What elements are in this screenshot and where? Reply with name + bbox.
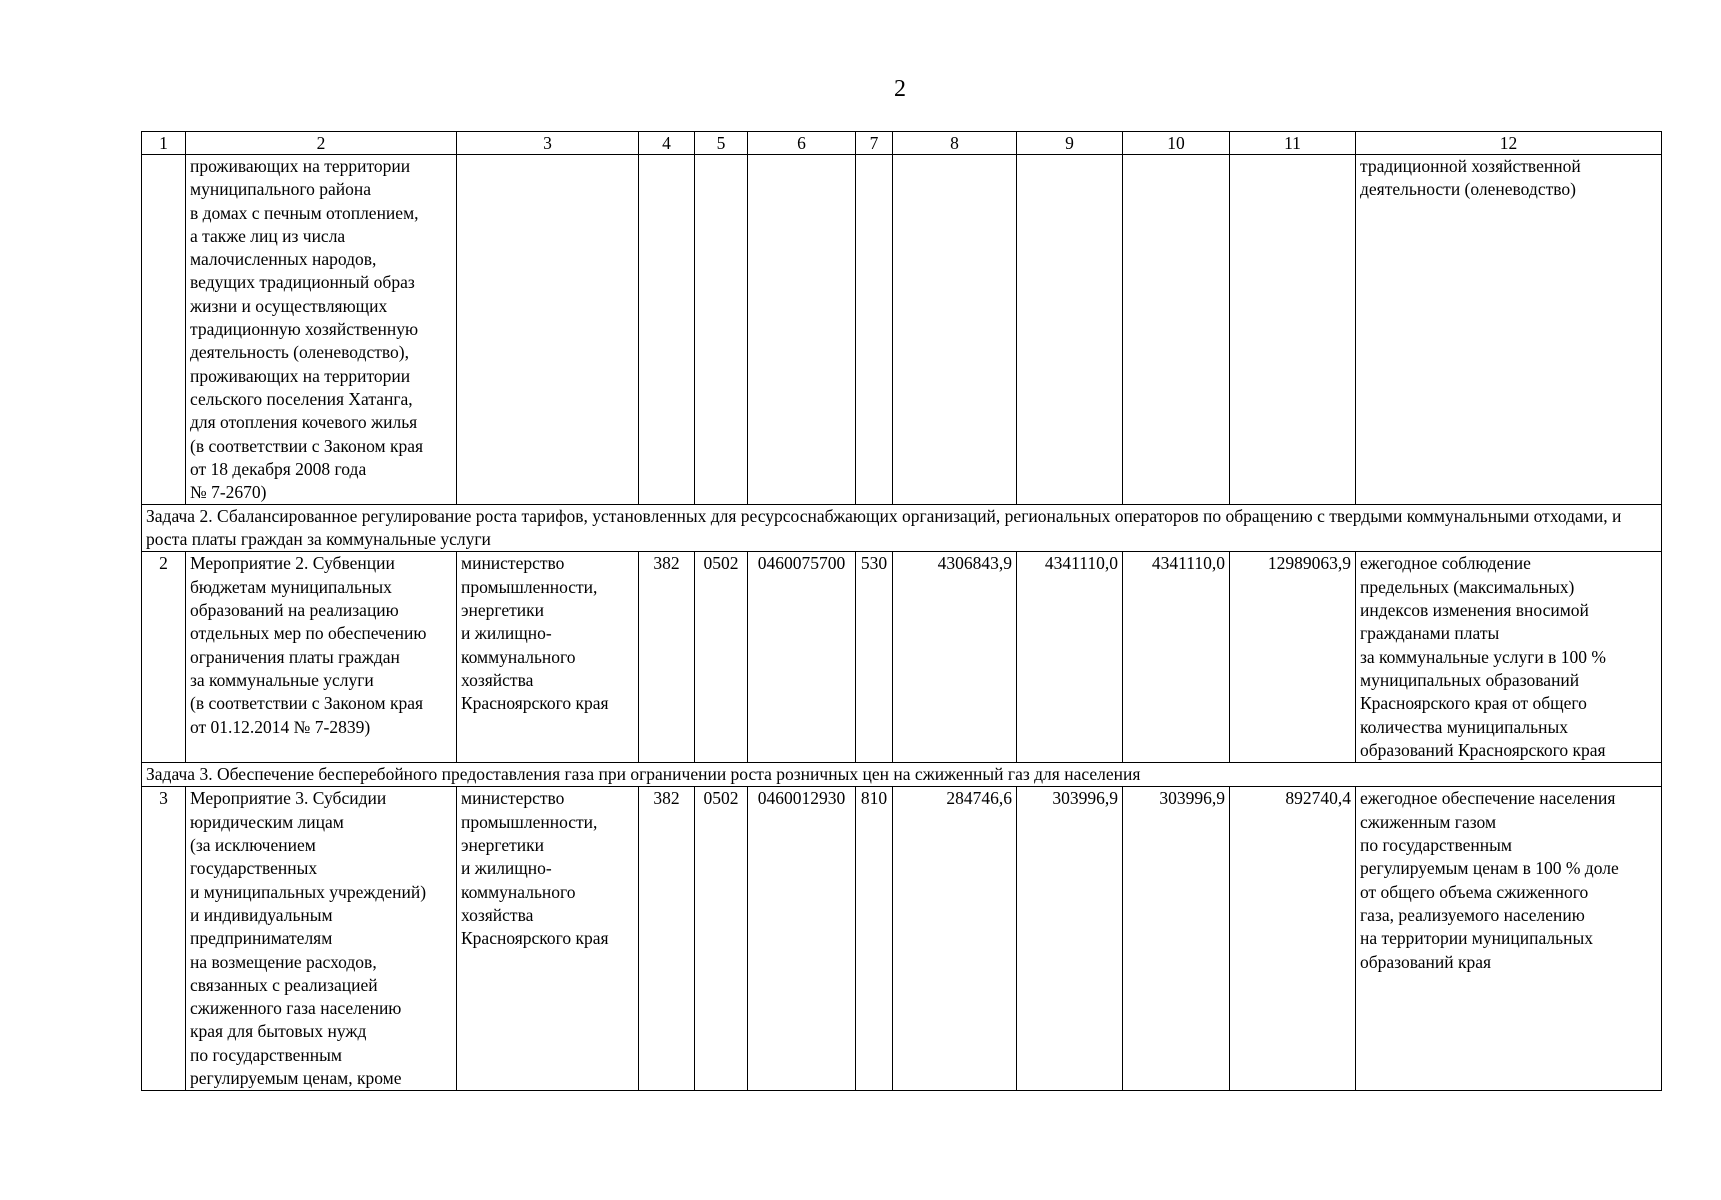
column-number: 11 [1230, 132, 1356, 155]
cell-responsible [457, 155, 639, 505]
text-line: предельных (максимальных) [1360, 576, 1575, 597]
text-line: министерство [461, 553, 565, 574]
column-number: 5 [695, 132, 748, 155]
text-line: Красноярского края [461, 928, 609, 949]
cell-year-2: 303996,9 [1017, 787, 1123, 1091]
text-line: на территории муниципальных [1360, 928, 1593, 949]
cell-year-3: 4341110,0 [1123, 552, 1230, 763]
text-line: от общего объема сжиженного [1360, 881, 1589, 902]
text-line: отдельных мер по обеспечению [190, 623, 427, 644]
task-3-heading: Задача 3. Обеспечение бесперебойного предоставления газа при ограничении роста розничных цен на сжиженный газ для населения [142, 763, 1662, 787]
column-number: 4 [639, 132, 695, 155]
task-2-heading: Задача 2. Сбалансированное регулирование роста тарифов, установленных для ресурсоснабжающих организаций, региональных операторов по обращению с твердыми коммунальными отходами, и роста платы граждан за коммунальные услуги [142, 505, 1662, 552]
text-line: традиционную хозяйственную [190, 319, 419, 340]
text-line: образований Красноярского края [1360, 739, 1606, 760]
column-number: 8 [893, 132, 1017, 155]
text-line: образований края [1360, 951, 1492, 972]
cell-num [142, 155, 186, 505]
column-number: 9 [1017, 132, 1123, 155]
cell-vr: 810 [856, 787, 893, 1091]
cell-num: 2 [142, 552, 186, 763]
text-line: а также лиц из числа [190, 225, 346, 246]
text-line: деятельность (оленеводство), [190, 342, 409, 363]
text-line: и муниципальных учреждений) [190, 881, 427, 902]
table-row-continued [142, 155, 1662, 505]
text-line: количества муниципальных [1360, 716, 1568, 737]
text-line: и жилищно- [461, 623, 552, 644]
text-line: от 18 декабря 2008 года [190, 458, 367, 479]
cell-csr: 0460012930 [748, 787, 856, 1091]
cell-year-2: 4341110,0 [1017, 552, 1123, 763]
text-line: для отопления кочевого жилья [190, 412, 418, 433]
text-line: по государственным [190, 1044, 342, 1065]
text-line: деятельности (оленеводство) [1360, 179, 1576, 200]
cell-rzpr [695, 155, 748, 505]
cell-num: 3 [142, 787, 186, 1091]
text-line: хозяйства [461, 904, 534, 925]
text-line: промышленности, [461, 576, 598, 597]
cell-activity-description [186, 787, 457, 1091]
text-line: Красноярского края от общего [1360, 693, 1587, 714]
task-row [142, 505, 1662, 552]
text-line: традиционной хозяйственной [1360, 156, 1581, 176]
text-line: муниципальных образований [1360, 669, 1580, 690]
text-line: и жилищно- [461, 858, 552, 879]
text-line: газа, реализуемого населению [1360, 904, 1585, 925]
cell-vr [856, 155, 893, 505]
cell-grbs: 382 [639, 552, 695, 763]
table-row-activity-3 [142, 787, 1662, 1091]
text-line: на возмещение расходов, [190, 951, 377, 972]
text-line: ограничения платы граждан [190, 646, 400, 667]
text-line: образований на реализацию [190, 600, 399, 621]
text-line: от 01.12.2014 № 7-2839) [190, 716, 371, 737]
text-line: (за исключением [190, 835, 316, 856]
column-number: 7 [856, 132, 893, 155]
text-line: ежегодное соблюдение [1360, 553, 1531, 574]
cell-year-3 [1123, 155, 1230, 505]
text-line: проживающих на территории [190, 156, 411, 176]
text-line: по государственным [1360, 835, 1512, 856]
text-line: Мероприятие 2. Субвенции [190, 553, 395, 574]
text-line: сжиженного газа населению [190, 998, 402, 1019]
column-number: 10 [1123, 132, 1230, 155]
table-row-activity-2 [142, 552, 1662, 763]
cell-total [1230, 155, 1356, 505]
text-line: и индивидуальным [190, 904, 333, 925]
column-number: 2 [186, 132, 457, 155]
text-line: промышленности, [461, 811, 598, 832]
text-line: регулируемым ценам в 100 % доле [1360, 858, 1619, 879]
text-line: коммунального [461, 881, 576, 902]
text-line: ежегодное обеспечение населения [1360, 788, 1616, 809]
cell-rzpr: 0502 [695, 787, 748, 1091]
column-number: 1 [142, 132, 186, 155]
text-line: сельского поселения Хатанга, [190, 388, 413, 409]
column-number: 3 [457, 132, 639, 155]
cell-responsible [457, 787, 639, 1091]
cell-year-1: 4306843,9 [893, 552, 1017, 763]
cell-year-3: 303996,9 [1123, 787, 1230, 1091]
text-line: № 7-2670) [190, 482, 267, 503]
text-line: проживающих на территории [190, 365, 411, 386]
text-line: ведущих традиционный образ [190, 272, 415, 293]
program-activities-table [141, 131, 1662, 1091]
text-line: бюджетам муниципальных [190, 576, 392, 597]
cell-grbs [639, 155, 695, 505]
text-line: гражданами платы [1360, 623, 1500, 644]
text-line: предпринимателям [190, 928, 333, 949]
text-line: индексов изменения вносимой [1360, 600, 1589, 621]
cell-expected-result [1356, 787, 1662, 1091]
text-line: связанных с реализацией [190, 974, 378, 995]
text-line: Мероприятие 3. Субсидии [190, 788, 387, 809]
text-line: муниципального района [190, 179, 372, 200]
text-line: юридическим лицам [190, 811, 344, 832]
column-number: 6 [748, 132, 856, 155]
text-line: края для бытовых нужд [190, 1021, 367, 1042]
text-line: в домах с печным отоплением, [190, 202, 419, 223]
text-line: коммунального [461, 646, 576, 667]
cell-csr [748, 155, 856, 505]
text-line: (в соответствии с Законом края [190, 435, 424, 456]
column-number: 12 [1356, 132, 1662, 155]
column-number-row [142, 132, 1662, 155]
text-line: регулируемым ценам, кроме [190, 1068, 402, 1089]
text-line: сжиженным газом [1360, 811, 1497, 832]
text-line: государственных [190, 858, 318, 879]
text-line: министерство [461, 788, 565, 809]
cell-grbs: 382 [639, 787, 695, 1091]
text-line: (в соответствии с Законом края [190, 693, 424, 714]
text-line: Красноярского края [461, 693, 609, 714]
cell-responsible [457, 552, 639, 763]
cell-year-2 [1017, 155, 1123, 505]
cell-expected-result [1356, 155, 1662, 505]
text-line: за коммунальные услуги [190, 669, 374, 690]
cell-total: 892740,4 [1230, 787, 1356, 1091]
cell-activity-description [186, 552, 457, 763]
cell-csr: 0460075700 [748, 552, 856, 763]
cell-expected-result [1356, 552, 1662, 763]
cell-year-1 [893, 155, 1017, 505]
cell-year-1: 284746,6 [893, 787, 1017, 1091]
text-line: жизни и осуществляющих [190, 295, 388, 316]
text-line: малочисленных народов, [190, 249, 377, 270]
cell-activity-description [186, 155, 457, 505]
text-line: за коммунальные услуги в 100 % [1360, 646, 1607, 667]
cell-vr: 530 [856, 552, 893, 763]
cell-total: 12989063,9 [1230, 552, 1356, 763]
task-row [142, 763, 1662, 787]
cell-rzpr: 0502 [695, 552, 748, 763]
text-line: энергетики [461, 835, 544, 856]
text-line: хозяйства [461, 669, 534, 690]
page-number: 2 [894, 76, 906, 102]
text-line: энергетики [461, 600, 544, 621]
